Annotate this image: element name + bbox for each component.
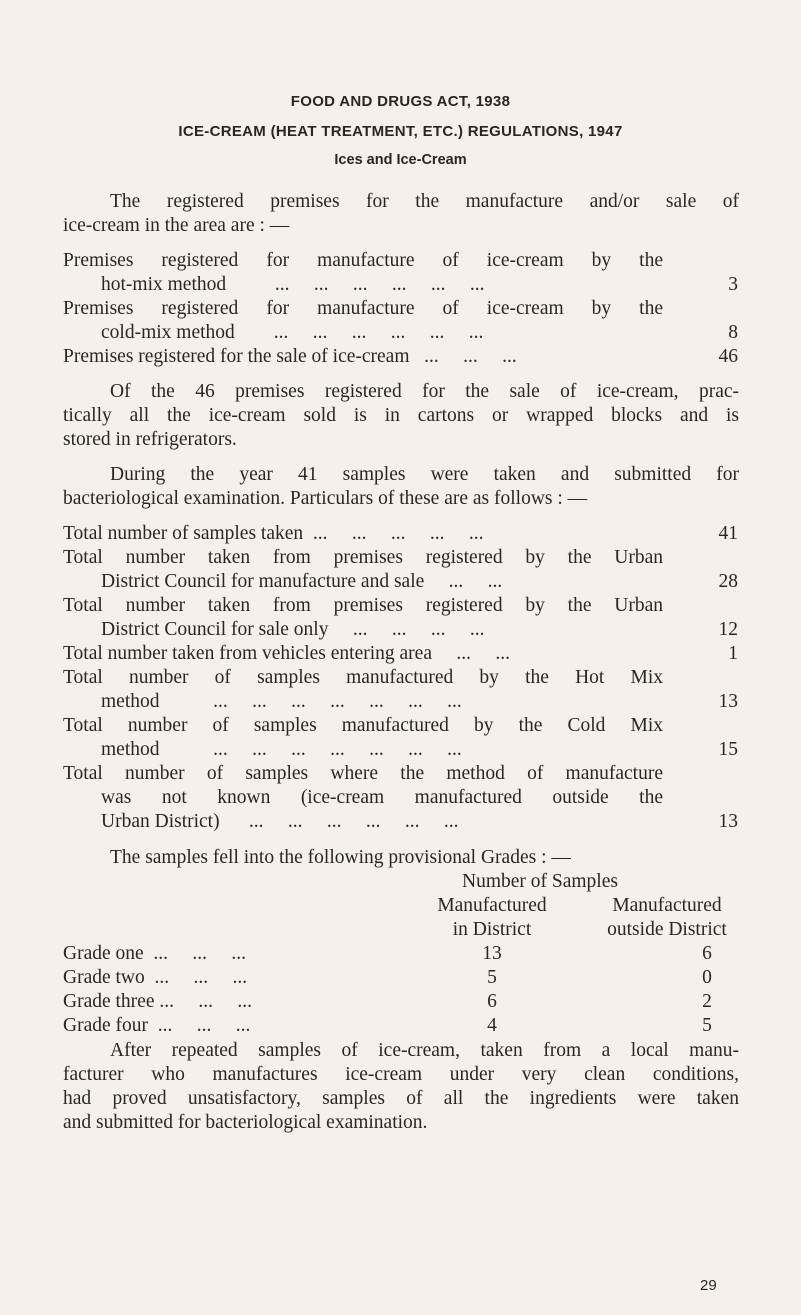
samples-item-6-value: 15 — [718, 739, 738, 760]
premises-item-1-line-1: Premises registered for manufacture of ice-cream by the — [63, 250, 663, 271]
regulations-title: ICE-CREAM (HEAT TREATMENT, ETC.) REGULATIONS, 1947 — [178, 123, 623, 140]
grade-in-district: 6 — [487, 991, 497, 1012]
intro-line-1: The registered premises for the manufacture and/or sale of — [110, 191, 739, 212]
grade-in-district: 5 — [487, 967, 497, 988]
samples-item-7-line-2: was not known (ice-cream manufactured outside the — [101, 787, 663, 808]
grade-label: Grade four ... ... ... — [63, 1015, 251, 1036]
closing-line-4: and submitted for bacteriological examination. — [63, 1112, 428, 1133]
grades-col2-header-line-2: outside District — [607, 919, 727, 940]
page-number: 29 — [700, 1277, 717, 1294]
samples-item-2-line-2: District Council for manufacture and sale ... ... — [101, 571, 503, 592]
samples-item-4-line-1: Total number taken from vehicles entering area ... ... — [63, 643, 510, 664]
premises-item-3-line-1: Premises registered for the sale of ice-cream ... ... ... — [63, 346, 517, 367]
samples-item-3-line-1: Total number taken from premises registered by the Urban — [63, 595, 663, 616]
samples-intro-line-2: bacteriological examination. Particulars of these are as follows : — — [63, 488, 588, 509]
samples-item-1-line-1: Total number of samples taken ... ... ... ... ... — [63, 523, 484, 544]
premises-item-3-value: 46 — [718, 346, 738, 367]
samples-item-7-line-1: Total number of samples where the method of manufacture — [63, 763, 663, 784]
samples-item-2-line-1: Total number taken from premises registered by the Urban — [63, 547, 663, 568]
samples-item-5-line-1: Total number of samples manufactured by the Hot Mix — [63, 667, 663, 688]
premises-item-1-line-2: hot-mix method ... ... ... ... ... ... — [101, 274, 485, 295]
grades-intro: The samples fell into the following provisional Grades : — — [110, 847, 571, 868]
cartons-line-2: tically all the ice-cream sold is in cartons or wrapped blocks and is — [63, 405, 739, 426]
cartons-line-3: stored in refrigerators. — [63, 429, 237, 450]
grades-col2-header-line-1: Manufactured — [612, 895, 722, 916]
grades-col1-header-line-1: Manufactured — [437, 895, 547, 916]
premises-item-2-line-2: cold-mix method ... ... ... ... ... ... — [101, 322, 484, 343]
samples-item-3-line-2: District Council for sale only ... ... ... ... — [101, 619, 485, 640]
samples-item-1-value: 41 — [718, 523, 738, 544]
closing-line-3: had proved unsatisfactory, samples of all the ingredients were taken — [63, 1088, 739, 1109]
grade-outside: 0 — [702, 967, 712, 988]
premises-item-2-value: 8 — [728, 322, 738, 343]
grade-label: Grade one ... ... ... — [63, 943, 247, 964]
samples-item-5-value: 13 — [718, 691, 738, 712]
premises-item-2-line-1: Premises registered for manufacture of ice-cream by the — [63, 298, 663, 319]
premises-item-1-value: 3 — [728, 274, 738, 295]
samples-item-6-line-2: method ... ... ... ... ... ... ... — [101, 739, 462, 760]
samples-item-4-value: 1 — [728, 643, 738, 664]
closing-line-1: After repeated samples of ice-cream, taken from a local manu- — [110, 1040, 739, 1061]
grade-outside: 5 — [702, 1015, 712, 1036]
closing-line-2: facturer who manufactures ice-cream under very clean conditions, — [63, 1064, 739, 1085]
grades-header-top: Number of Samples — [462, 871, 618, 892]
samples-item-3-value: 12 — [718, 619, 738, 640]
grade-label: Grade two ... ... ... — [63, 967, 248, 988]
samples-intro-line-1: During the year 41 samples were taken and submitted for — [110, 464, 739, 485]
intro-line-2: ice-cream in the area are : — — [63, 215, 290, 236]
grades-col1-header-line-2: in District — [452, 919, 532, 940]
samples-item-5-line-2: method ... ... ... ... ... ... ... — [101, 691, 462, 712]
samples-item-7-value: 13 — [718, 811, 738, 832]
samples-item-7-line-3: Urban District) ... ... ... ... ... ... — [101, 811, 459, 832]
section-title: Ices and Ice-Cream — [334, 152, 467, 168]
grade-in-district: 13 — [482, 943, 502, 964]
grade-outside: 6 — [702, 943, 712, 964]
samples-item-6-line-1: Total number of samples manufactured by the Cold Mix — [63, 715, 663, 736]
grade-label: Grade three ... ... ... — [63, 991, 252, 1012]
grade-outside: 2 — [702, 991, 712, 1012]
act-title: FOOD AND DRUGS ACT, 1938 — [290, 93, 511, 110]
samples-item-2-value: 28 — [718, 571, 738, 592]
cartons-line-1: Of the 46 premises registered for the sale of ice-cream, prac- — [110, 381, 739, 402]
grade-in-district: 4 — [487, 1015, 497, 1036]
